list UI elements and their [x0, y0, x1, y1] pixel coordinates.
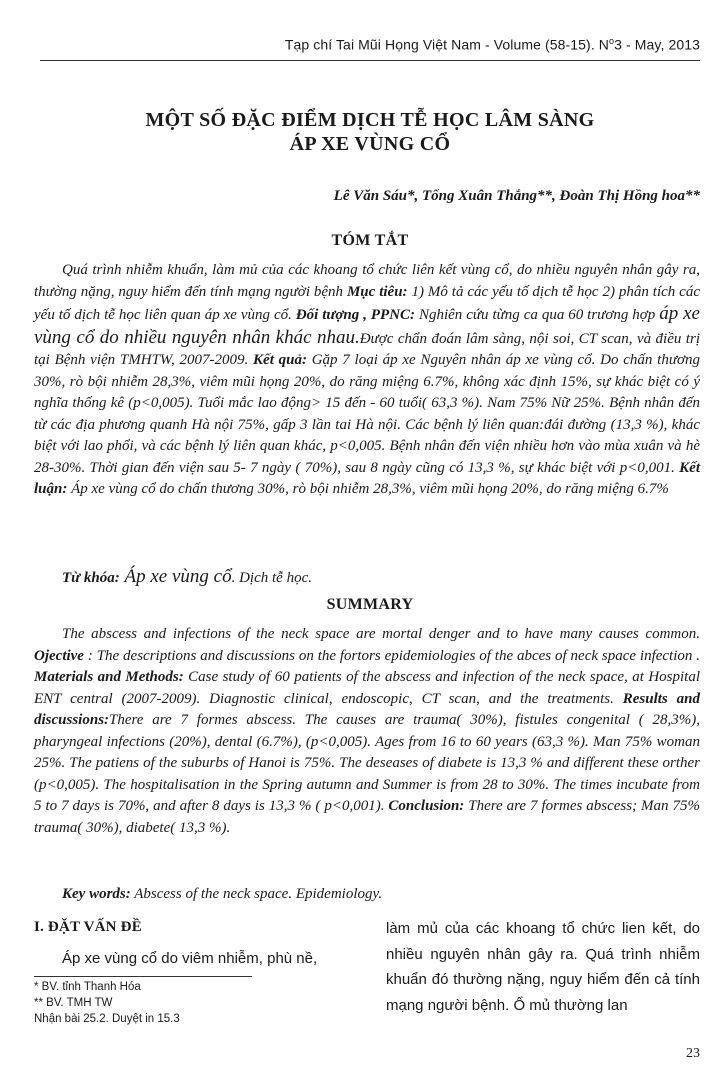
journal-citation: Tạp chí Tai Mũi Họng Việt Nam - Volume (58-15). N [284, 36, 610, 53]
left-column [34, 916, 360, 1027]
label-conclusion-en: Conclusion: [388, 798, 465, 814]
footnotes [34, 979, 360, 1027]
keywords-vi: Từ khóa: Áp xe vùng cổ. Dịch tễ học. [62, 566, 312, 587]
label-objective-vi: Mục tiêu: [346, 283, 408, 300]
label-subjects-vi: Đối tượng , PPNC: [295, 307, 416, 323]
label-conclusion-vi: Kết luận: [34, 459, 700, 497]
abstract-en [34, 624, 700, 839]
section-1-heading: I. ĐẶT VẤN ĐỀ [34, 919, 142, 935]
title-line-1: MỘT SỐ ĐẶC ĐIỂM DỊCH TỄ HỌC LÂM SÀNG [145, 109, 595, 131]
title-line-2: ÁP XE VÙNG CỔ [289, 133, 451, 155]
summary-heading: SUMMARY [326, 596, 414, 613]
keywords-vi-label: Từ khóa: [62, 570, 120, 586]
journal-date: 3 - May, 2013 [614, 36, 700, 53]
abstract-vi-heading: TÓM TẮT [331, 232, 409, 249]
header-rule [40, 60, 700, 61]
issue-number-sup: o [609, 36, 615, 46]
right-column: làm mủ của các khoang tổ chức lien kết, do nhiều nguyên nhân gây ra. Quá trình nhiễm khuẩn đó thường nặng, nguy hiểm đến cả tính mạng người bệnh. Ổ mủ thường lan [386, 920, 700, 1014]
abstract-en-body: The abscess and infections of the neck space are mortal denger and to have many causes common. Ojective : The descriptions and discussions on the fortors epidemiologies of the abces of neck space infection . Materials and Methods: Case study of 60 patients of the abscess and infection of the neck space, at Hospital ENT central (2007-2009). Diagnostic clinical, endoscopic, CT scan, and the treatments. Results and discussions:There are 7 formes abscess. The causes are trauma( 30%), fistules congenital ( 28,3%), pharyngeal infections (20%), dental (6.7%), (p<0,005). Ages from 16 to 60 years (63,3 %). Man 75% woman 25%. The patiens of the suburbs of Hanoi is 75%. The deseases of diabete is 13,3 % and different these orther (p<0,005). The hospitalisation in the Spring autumn and Summer is from 28 to 30%. The times incubate from 5 to 7 days is 70%, and after 8 days is 13,3 % ( p<0,001). Conclusion: There are 7 formes abscess; Man 75% trauma( 30%), diabete( 13,3 %). [34, 626, 701, 836]
footnote-1: * BV. tỉnh Thanh Hóa [34, 981, 141, 993]
abstract-vi-body: Quá trình nhiễm khuẩn, làm mủ của các khoang tổ chức liên kết vùng cổ, do nhiều nguyên nhân gây ra, thường nặng, nguy hiểm đến tính mạng người bệnh Mục tiêu: 1) Mô tả các yếu tố dịch tễ học 2) phân tích các yếu tố dịch tễ học liên quan áp xe vùng cổ. Đối tượng , PPNC: Nghiên cứu từng ca qua 60 trương hợp áp xe vùng cổ do nhiều nguyên nhân khác nhau.Được chẩn đoán lâm sàng, nội soi, CT scan, và điều trị tại Bệnh viện TMHTW, 2007-2009. Kết quả: Gặp 7 loại áp xe Nguyên nhân áp xe vùng cổ. Do chấn thương 30%, rò bội nhiễm 28,3%, viêm mũi họng 20%, do răng miệng 6.7%, không xác định 15%, sự khác biệt có ý nghĩa thống kê (p<0,005). Tuổi mắc lao động> 15 đến - 60 tuổi( 63,3 %). Nam 75% Nữ 25%. Bệnh nhân đến từ các địa phương quanh Hà nội 75%, gấp 3 lần tai Hà nội. Các bệnh lý liên quan:đái đường (13,3 %), khác biệt với lao phổi, và các bệnh lý liên quan khác, p<0,005. Bệnh nhân đến viện nhiều hơn vào mùa xuân và hè 28-30%. Thời gian đến viện sau 5- 7 ngày ( 70%), sau 8 ngày cũng có 13,3 %, sự khác biệt với p<0,001. Kết luận: Áp xe vùng cổ do chấn thương 30%, rò bội nhiễm 28,3%, viêm mũi họng 20%, do răng miệng 6.7% [34, 262, 701, 497]
footnote-rule [34, 976, 252, 977]
footnote-3: Nhận bài 25.2. Duyệt in 15.3 [34, 1013, 180, 1025]
article-title [40, 108, 700, 156]
abstract-vi [34, 260, 700, 501]
keywords-en-label: Key words: [62, 886, 131, 902]
label-results-vi: Kết quả: [253, 352, 307, 368]
page-number: 23 [686, 1046, 700, 1061]
author-list: Lê Văn Sáu*, Tống Xuân Thắng**, Đoàn Thị Hồng hoa** [333, 188, 700, 204]
intro-text-left: Áp xe vùng cổ do viêm nhiễm, phù nề, [62, 950, 318, 967]
keywords-en: Key words: Abscess of the neck space. Epidemiology. [62, 886, 383, 902]
footnote-2: ** BV. TMH TW [34, 997, 113, 1009]
label-objective-en: Ojective [34, 647, 84, 664]
label-results-en: Results and discussions: [34, 690, 701, 728]
running-header [40, 36, 700, 53]
label-methods-en: Materials and Methods: [34, 669, 184, 685]
